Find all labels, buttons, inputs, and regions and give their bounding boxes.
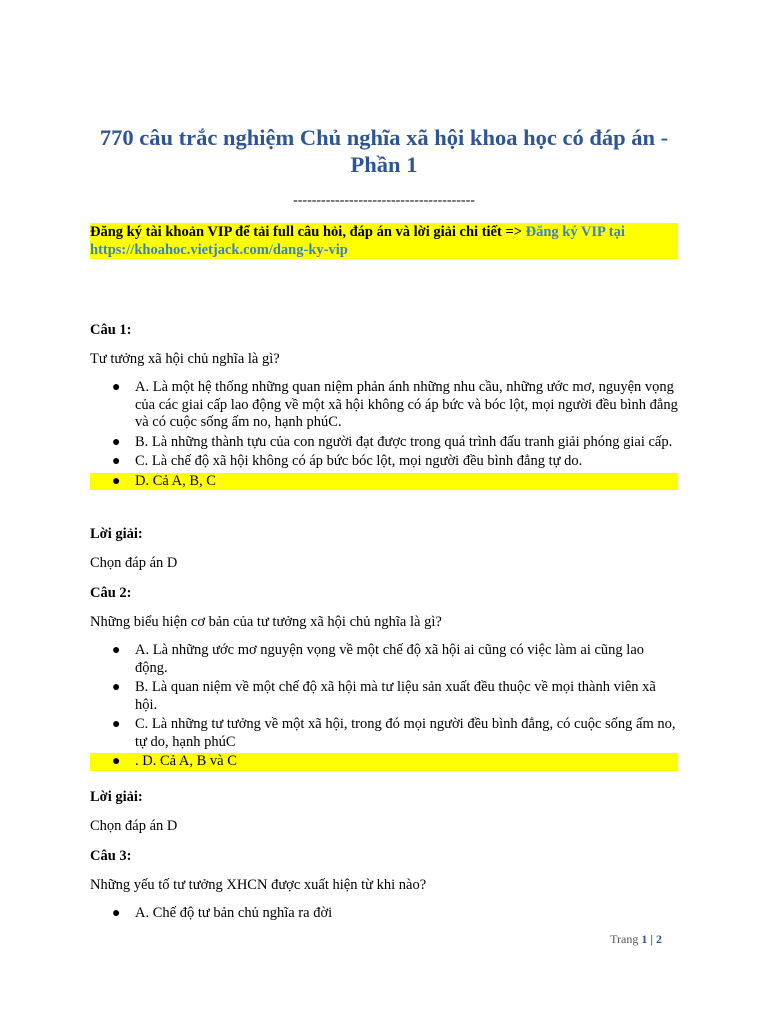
vip-notice-text: Đăng ký tài khoản VIP để tải full câu hỏi, đáp án và lời giải chi tiết => [90,224,526,240]
footer-separator: | [647,932,656,946]
document-title: 770 câu trắc nghiệm Chủ nghĩa xã hội khoa học có đáp án - Phần 1 [99,125,669,177]
option-item: ● C. Là chế độ xã hội không có áp bức bóc lột, mọi người đều bình đẳng tự do. [112,453,583,469]
question-1-text: Tư tưởng xã hội chủ nghĩa là gì? [90,351,280,367]
footer-prefix: Trang [610,932,642,946]
bullet-icon: ● [112,754,121,769]
vip-notice [90,223,678,259]
question-2-label: Câu 2: [90,585,132,601]
bullet-icon: ● [112,434,121,450]
page-footer [540,932,662,946]
solution-1-label: Lời giải: [90,526,143,542]
option-item: ● A. Chế độ tư bản chủ nghĩa ra đời [112,905,333,921]
question-3-options [90,905,678,925]
question-3-text: Những yếu tố tư tưởng XHCN được xuất hiện từ khi nào? [90,877,427,893]
current-page-number: 1 [641,932,648,946]
bullet-icon: ● [112,454,121,469]
bullet-icon: ● [112,680,121,695]
bullet-icon: ● [112,380,121,395]
option-item: ● A. Là những ước mơ nguyện vọng về một chế độ xã hội ai cũng có việc làm ai cũng lao động. [112,642,645,676]
question-3-label: Câu 3: [90,848,132,864]
option-item: ● B. Là những thành tựu của con người đạt được trong quá trình đấu tranh giải phóng giai cấp. [112,433,673,450]
question-1-label: Câu 1: [90,322,132,338]
solution-1-text: Chọn đáp án D [90,555,178,571]
option-item-correct: ● . D. Cả A, B và C [90,753,678,771]
option-item: ● C. Là những tư tưởng về một xã hội, trong đó mọi người đều bình đẳng, có cuộc sống ấm no, tự do, hạnh phúC [112,716,676,750]
bullet-icon: ● [112,473,121,489]
option-item: ● A. Là một hệ thống những quan niệm phản ánh những nhu cầu, những ước mơ, nguyện vọng của các giai cấp lao động về một xã hội không có áp bức và bóc lột, mọi người đều bình đẳng và có cuộc sống ấm no, hạnh phúC. [112,379,678,430]
question-2-text: Những biểu hiện cơ bản của tư tưởng xã hội chủ nghĩa là gì? [90,614,442,630]
solution-2-label: Lời giải: [90,789,143,805]
option-item-correct: ● D. Cả A, B, C [90,473,678,491]
bullet-icon: ● [112,906,121,921]
solution-2-text: Chọn đáp án D [90,818,178,834]
question-1-options [90,379,678,492]
vip-link[interactable]: Đăng ký VIP tại https://khoahoc.vietjack.com/dang-ky-vip [90,224,625,258]
question-2-options [90,642,678,773]
option-item: ● B. Là quan niệm về một chế độ xã hội mà tư liệu sản xuất đều thuộc về mọi thành viên xã hội. [112,679,656,713]
total-page-number: 2 [656,932,662,946]
bullet-icon: ● [112,717,121,732]
bullet-icon: ● [112,643,121,658]
separator-line: --------------------------------------- [293,193,475,208]
